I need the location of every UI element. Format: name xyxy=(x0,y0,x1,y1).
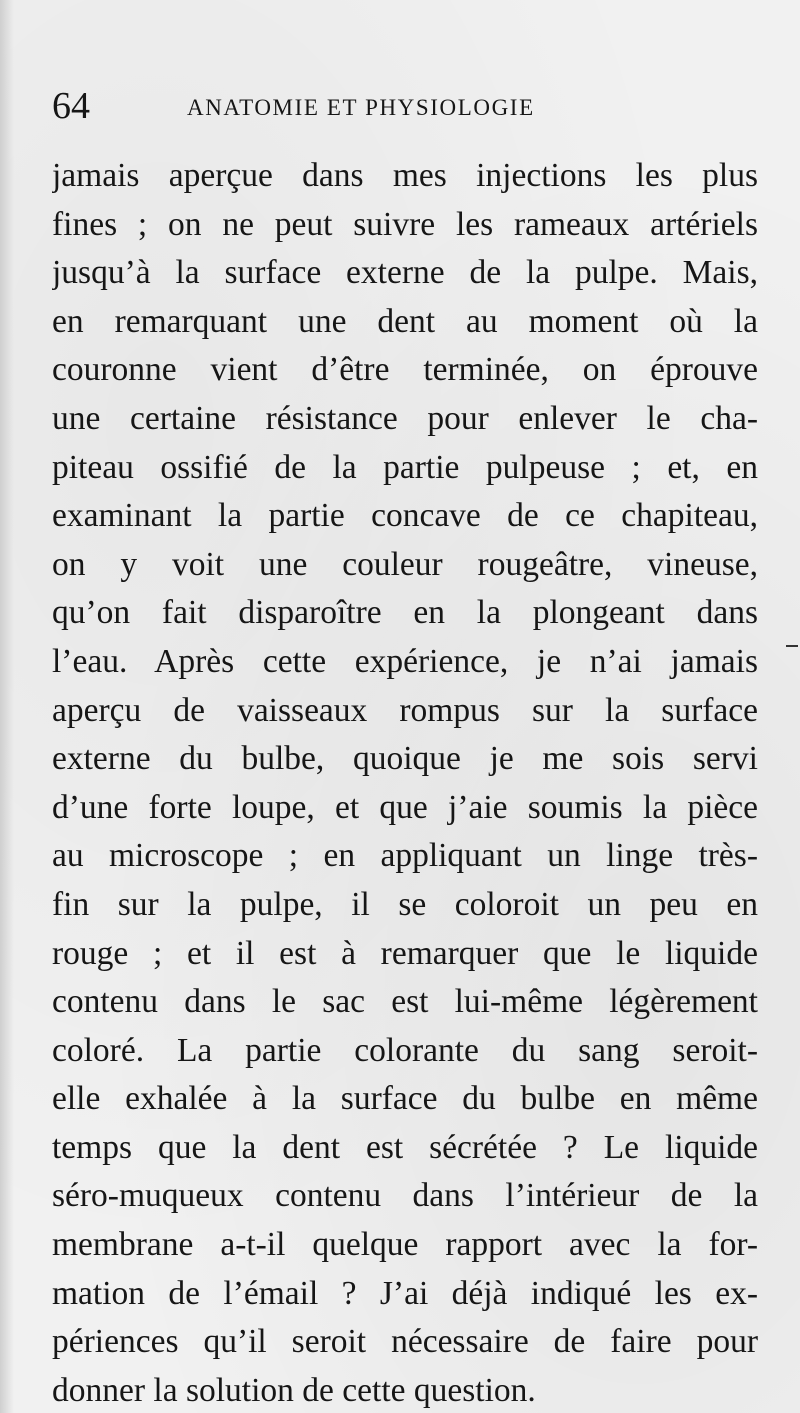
body-text xyxy=(52,152,758,1413)
text-line: l’eau. Après cette expérience, je n’ai jamais xyxy=(52,642,758,680)
text-line: qu’on fait disparoître en la plongeant dans xyxy=(52,594,758,632)
text-line: fines ; on ne peut suivre les rameaux artériels xyxy=(52,205,758,243)
margin-mark xyxy=(786,645,798,647)
running-title: ANATOMIE ET PHYSIOLOGIE xyxy=(187,95,535,120)
text-line: on y voit une couleur rougeâtre, vineuse, xyxy=(52,545,758,583)
text-line: une certaine résistance pour enlever le cha- xyxy=(52,399,758,437)
text-line: au microscope ; en appliquant un linge très- xyxy=(52,837,758,875)
text-line: membrane a-t-il quelque rapport avec la for- xyxy=(52,1226,758,1264)
text-line: en remarquant une dent au moment où la xyxy=(52,302,758,340)
text-line: piteau ossifié de la partie pulpeuse ; et, en xyxy=(52,448,758,486)
text-line: périences qu’il seroit nécessaire de faire pour xyxy=(52,1323,758,1361)
text-line: temps que la dent est sécrétée ? Le liquide xyxy=(52,1128,758,1166)
text-line: fin sur la pulpe, il se coloroit un peu en xyxy=(52,885,758,923)
page-number: 64 xyxy=(52,85,90,127)
page-gutter-shadow xyxy=(0,0,14,1413)
running-head xyxy=(52,86,752,126)
text-line: contenu dans le sac est lui-même légèrement xyxy=(52,983,758,1021)
text-line: aperçu de vaisseaux rompus sur la surface xyxy=(52,691,758,729)
text-line: jamais aperçue dans mes injections les plus xyxy=(52,157,758,194)
text-line: examinant la partie concave de ce chapiteau, xyxy=(52,497,758,535)
text-line: d’une forte loupe, et que j’aie soumis la pièce xyxy=(52,788,758,826)
text-line: jusqu’à la surface externe de la pulpe. Mais, xyxy=(52,254,758,292)
text-line: coloré. La partie colorante du sang seroit- xyxy=(52,1031,758,1069)
text-line: rouge ; et il est à remarquer que le liquide xyxy=(52,934,758,972)
text-line: couronne vient d’être terminée, on éprouve xyxy=(52,351,758,389)
text-line-last: donner la solution de cette question. xyxy=(52,1371,536,1409)
text-line: externe du bulbe, quoique je me sois servi xyxy=(52,740,758,778)
text-line: séro-muqueux contenu dans l’intérieur de la xyxy=(52,1177,758,1215)
text-line: mation de l’émail ? J’ai déjà indiqué les ex- xyxy=(52,1274,758,1312)
text-line: elle exhalée à la surface du bulbe en même xyxy=(52,1080,758,1118)
